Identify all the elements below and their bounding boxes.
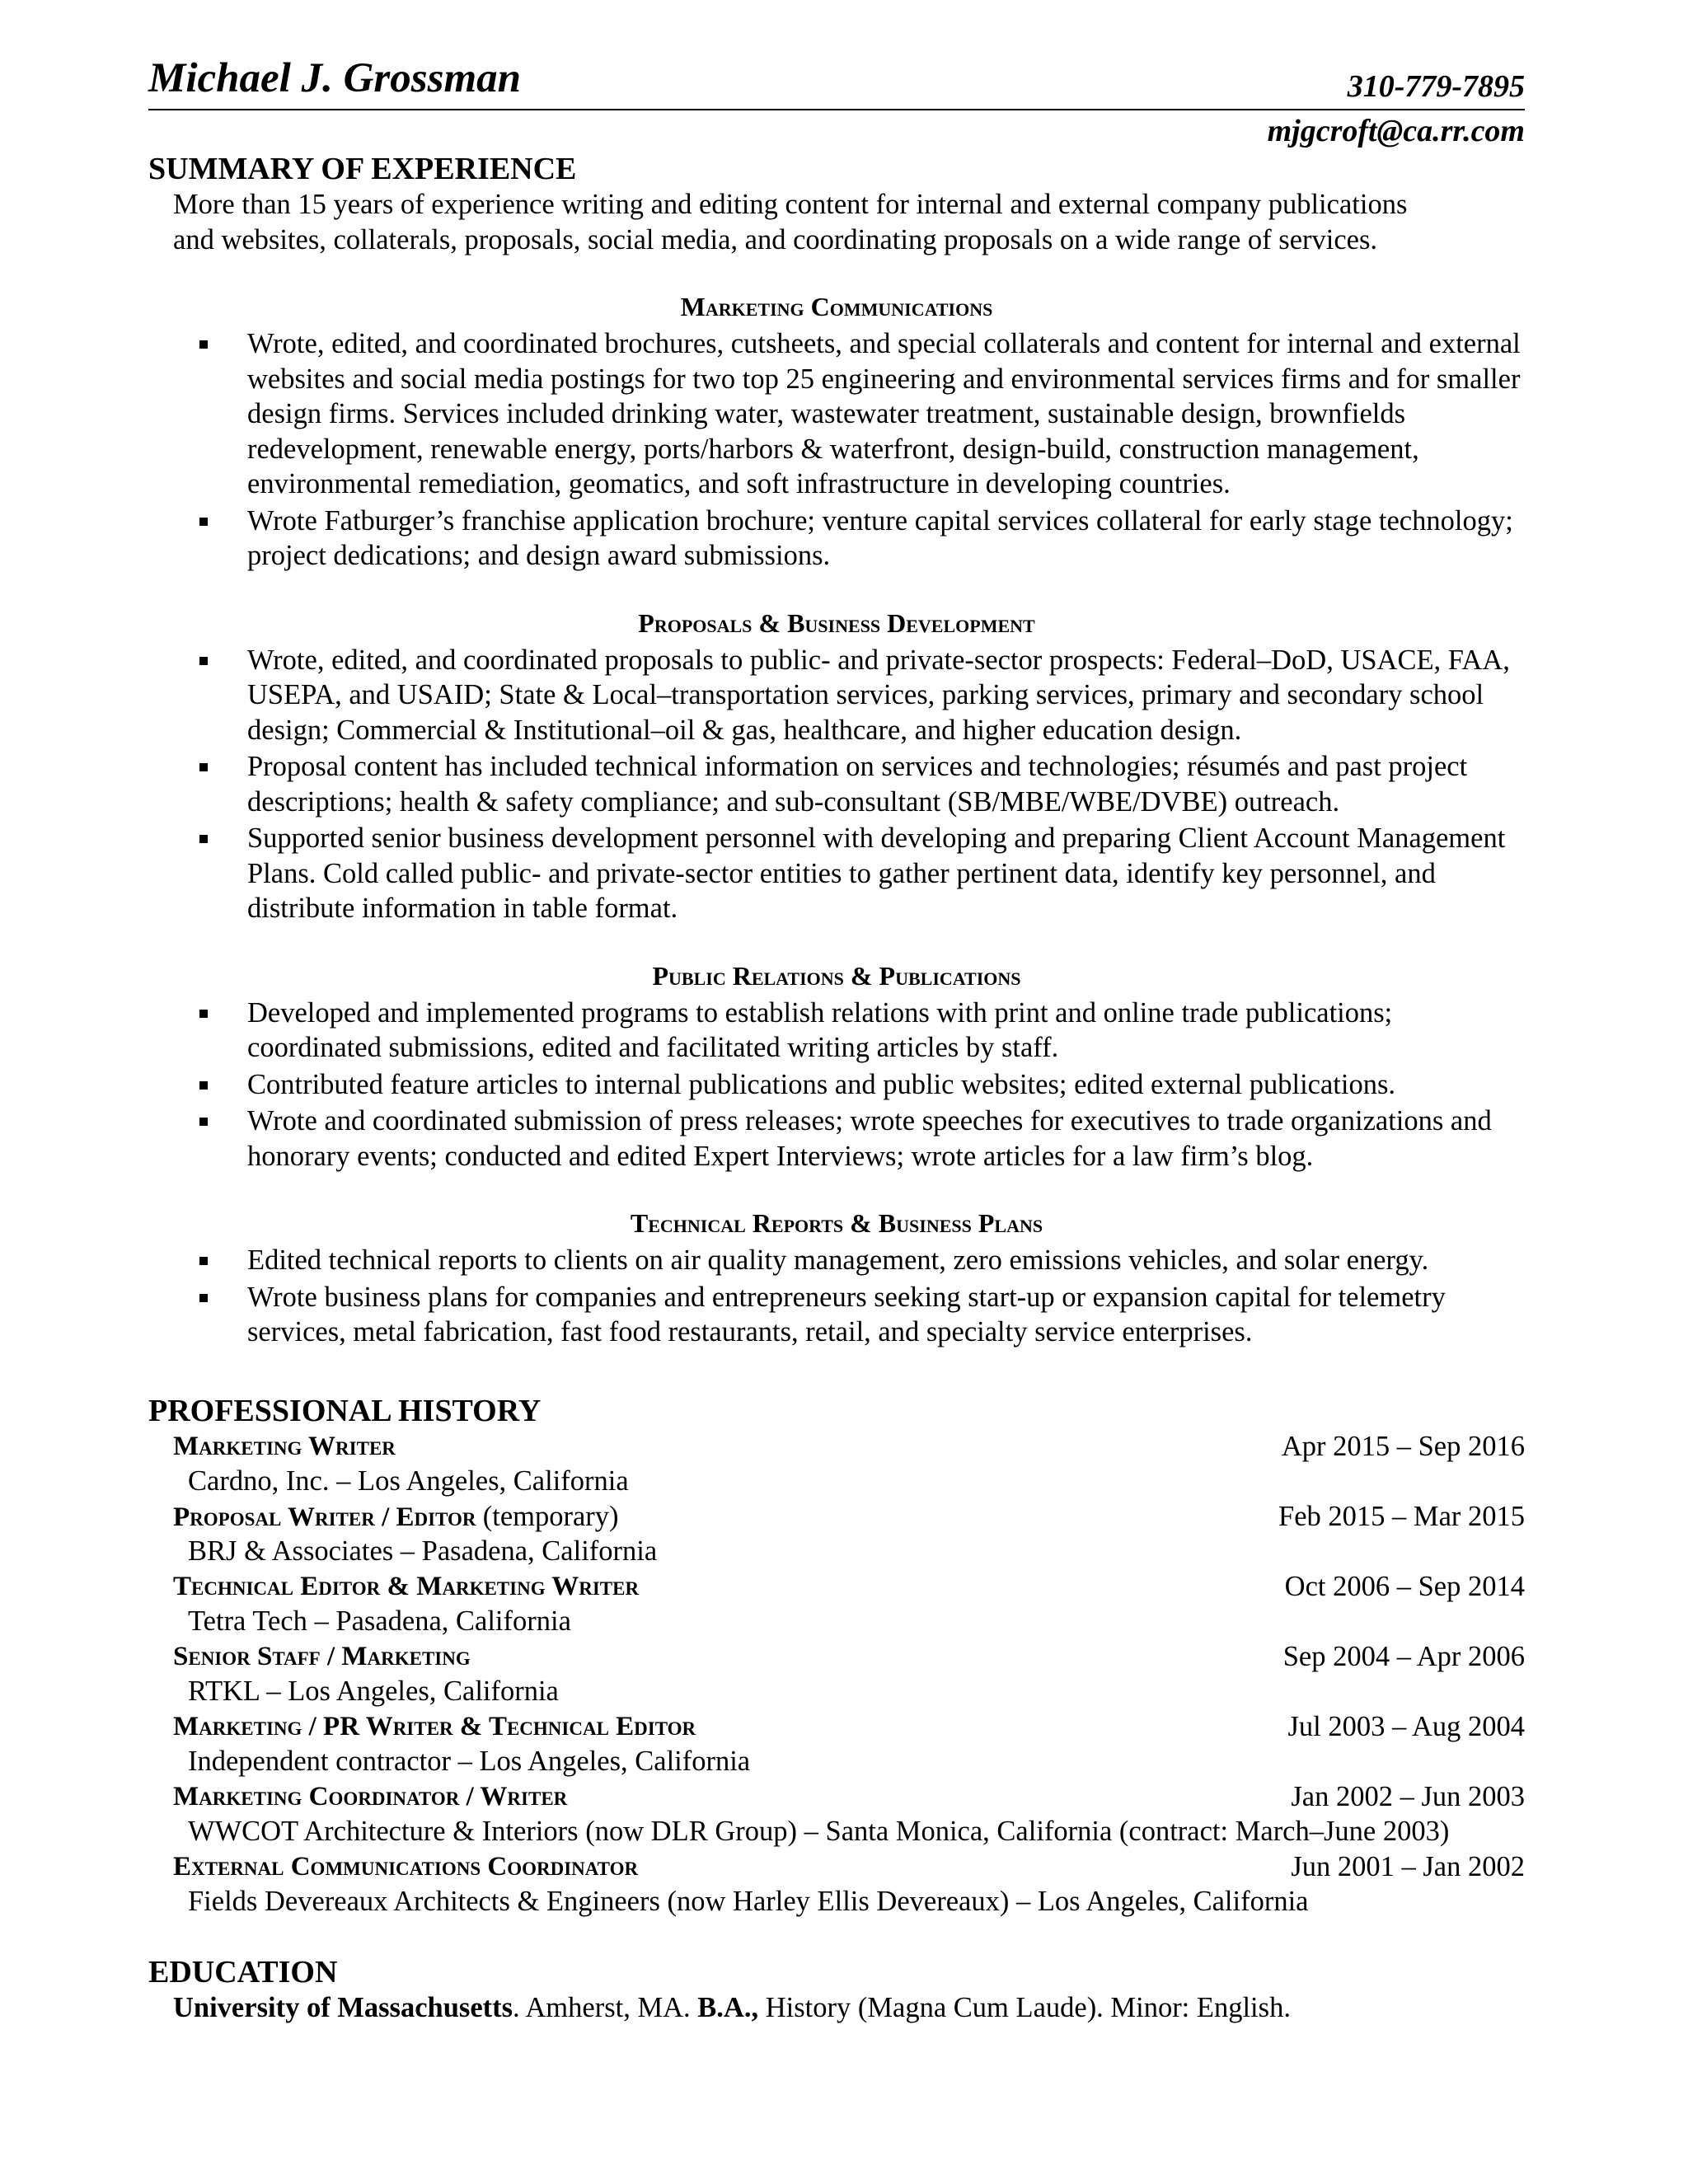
job-title-wrap [173,1429,396,1465]
job-row [173,1499,1525,1535]
list-item: Wrote, edited, and coordinated proposals to public- and private-sector prospects: Federal–DoD, USACE, FAA, USEPA, and USAID; State & Local–transportation services, parking services, primary and secondary school design; Commercial & Institutional–oil & gas, healthcare, and higher education design. [148,643,1525,748]
job-title: Marketing / PR Writer & Technical Editor [173,1711,696,1741]
job-title-wrap [173,1569,639,1605]
job-row [173,1779,1525,1815]
job-row [173,1429,1525,1465]
list-item: Contributed feature articles to internal publications and public websites; edited external publications. [148,1067,1525,1103]
list-item: Wrote business plans for companies and entrepreneurs seeking start-up or expansion capital for telemetry services, metal fabrication, fast food restaurants, retail, and specialty service enterprises. [148,1280,1525,1350]
list-item: Proposal content has included technical information on services and technologies; résumés and past project descriptions; health & safety compliance; and sub-consultant (SB/MBE/WBE/DVBE) outreach. [148,749,1525,819]
job-title-wrap [173,1639,471,1675]
subsection-heading-proposals: Proposals & Business Development [638,607,1035,638]
job-dates: Feb 2015 – Mar 2015 [1278,1500,1525,1532]
job-dates: Jan 2002 – Jun 2003 [1291,1780,1525,1812]
subsection-heading-technical-reports: Technical Reports & Business Plans [630,1208,1043,1238]
degree-details: History (Magna Cum Laude). Minor: English. [758,1991,1291,2023]
public-relations-list [148,996,1525,1174]
job-company: Fields Devereaux Architects & Engineers (now Harley Ellis Devereaux) – Los Angeles, California [188,1886,1309,1917]
summary-heading: SUMMARY OF EXPERIENCE [148,152,577,186]
phone-number: 310-779-7895 [1347,69,1525,104]
job-title-wrap [173,1779,567,1815]
job-company: Cardno, Inc. – Los Angeles, California [188,1465,629,1497]
summary-intro-line: and websites, collaterals, proposals, social media, and coordinating proposals on a wide range of services. [173,223,1378,255]
job-row [173,1639,1525,1675]
spacer [148,1352,1525,1393]
technical-reports-list [148,1243,1525,1350]
summary-intro [148,187,1525,257]
history-heading: PROFESSIONAL HISTORY [148,1393,542,1428]
job-title: Marketing Coordinator / Writer [173,1781,568,1811]
education-entry [148,1990,1525,2026]
list-item: Wrote Fatburger’s franchise application brochure; venture capital services collateral for early stage technology; project dedications; and design award submissions. [148,504,1525,574]
job-title: Marketing Writer [173,1431,396,1461]
school-location: . Amherst, MA. [513,1991,698,2023]
job-dates: Apr 2015 – Sep 2016 [1281,1430,1525,1462]
school-name: University of Massachusetts [173,1991,513,2023]
proposals-list [148,643,1525,926]
job-list [148,1429,1525,1919]
header-divider [148,109,1525,110]
list-item: Supported senior business development personnel with developing and preparing Client Account Management Plans. Cold called public- and private-sector entities to gather pertinent data, identify key personnel, and distribute information in table format. [148,821,1525,926]
marketing-communications-list [148,326,1525,574]
job-dates: Oct 2006 – Sep 2014 [1284,1570,1525,1602]
list-item: Developed and implemented programs to establish relations with print and online trade publications; coordinated submissions, edited and facilitated writing articles by staff. [148,996,1525,1066]
job-dates: Sep 2004 – Apr 2006 [1282,1640,1525,1672]
job-title-wrap [173,1709,696,1745]
list-item: Wrote and coordinated submission of press releases; wrote speeches for executives to trade organizations and honorary events; conducted and edited Expert Interviews; wrote articles for a law firm’s blog. [148,1104,1525,1174]
subsection-heading-marketing-communications: Marketing Communications [680,292,993,321]
degree: B.A., [697,1991,759,2023]
job-row [173,1569,1525,1605]
job-title-wrap [173,1499,619,1535]
list-item: Wrote, edited, and coordinated brochures, cutsheets, and special collaterals and content for internal and external websites and social media postings for two top 25 engineering and environmental services firms and for smaller design firms. Services included drinking water, wastewater treatment, sustainable design, brownfields redevelopment, renewable energy, ports/harbors & waterfront, design-build, construction management, environmental remediation, geomatics, and soft infrastructure in developing countries. [148,326,1525,502]
resume-body [148,151,1525,2025]
job-company: Independent contractor – Los Angeles, California [188,1746,751,1777]
job-title: Proposal Writer / Editor [173,1502,476,1532]
job-company: RTKL – Los Angeles, California [188,1675,559,1707]
job-company: Tetra Tech – Pasadena, California [188,1605,571,1637]
job-title: Technical Editor & Marketing Writer [173,1571,640,1601]
job-row [173,1849,1525,1885]
spacer [148,1919,1525,1954]
summary-intro-line: More than 15 years of experience writing and editing content for internal and external company publications [173,189,1408,220]
subsection-heading-public-relations: Public Relations & Publications [652,960,1021,991]
email-address: mjgcroft@ca.rr.com [1267,114,1525,148]
job-note: (temporary) [482,1500,619,1532]
education-heading: EDUCATION [148,1954,338,1990]
job-dates: Jul 2003 – Aug 2004 [1287,1710,1525,1742]
job-title: External Communications Coordinator [173,1851,639,1882]
list-item: Edited technical reports to clients on air quality management, zero emissions vehicles, and solar energy. [148,1243,1525,1278]
job-row [173,1709,1525,1745]
job-company: BRJ & Associates – Pasadena, California [188,1535,658,1567]
job-title: Senior Staff / Marketing [173,1641,471,1671]
candidate-name: Michael J. Grossman [148,55,521,101]
job-title-wrap [173,1849,638,1885]
job-dates: Jun 2001 – Jan 2002 [1291,1850,1525,1882]
job-company: WWCOT Architecture & Interiors (now DLR Group) – Santa Monica, California (contract: March–June 2003) [188,1816,1450,1847]
